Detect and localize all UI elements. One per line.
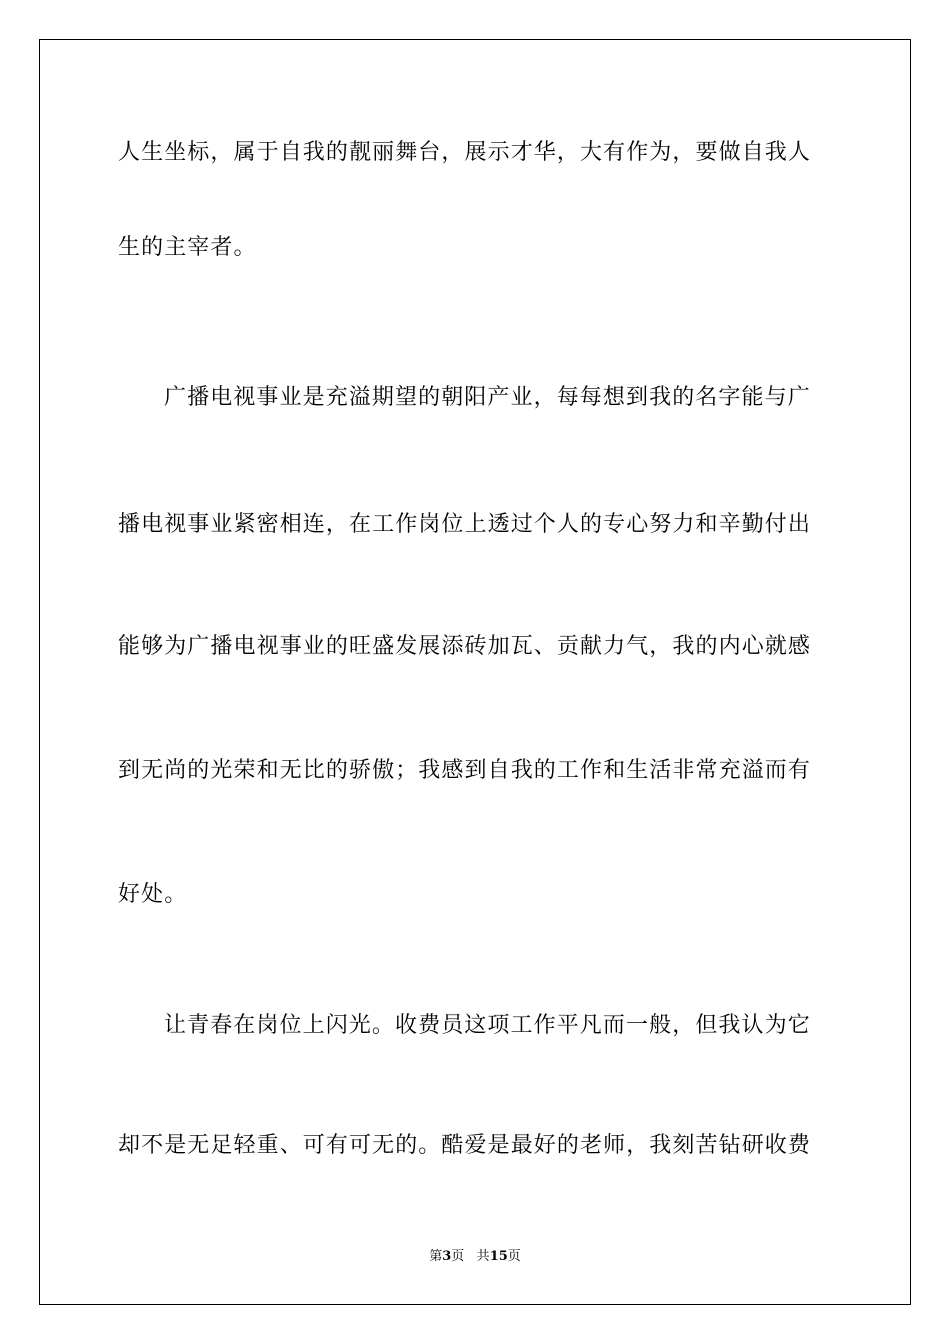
body-text-line: 生的主宰者。 [118, 235, 257, 260]
page-border [39, 39, 911, 1305]
body-text-line: 好处。 [118, 882, 188, 907]
body-text-line: 却不是无足轻重、可有可无的。酷爱是最好的老师，我刻苦钻研收费 [118, 1133, 812, 1158]
page-number: 3 [442, 1249, 452, 1264]
page-footer [0, 1248, 950, 1266]
paragraph-start-line: 广播电视事业是充溢期望的朝阳产业，每每想到我的名字能与广 [164, 385, 811, 410]
paragraph-start-line: 让青春在岗位上闪光。收费员这项工作平凡而一般，但我认为它 [164, 1013, 811, 1038]
page-label-prefix: 第 [429, 1249, 443, 1264]
page-label-suffix: 页 [451, 1249, 465, 1264]
body-text-line: 播电视事业紧密相连，在工作岗位上透过个人的专心努力和辛勤付出 [118, 512, 812, 537]
body-text-line: 到无尚的光荣和无比的骄傲；我感到自我的工作和生活非常充溢而有 [118, 758, 812, 783]
body-text-line: 人生坐标，属于自我的靓丽舞台，展示才华，大有作为，要做自我人 [118, 140, 812, 165]
total-label-suffix: 页 [507, 1249, 521, 1264]
body-text-line: 能够为广播电视事业的旺盛发展添砖加瓦、贡献力气，我的内心就感 [118, 634, 812, 659]
total-label-prefix: 共 [476, 1249, 490, 1264]
total-pages: 15 [489, 1249, 508, 1264]
